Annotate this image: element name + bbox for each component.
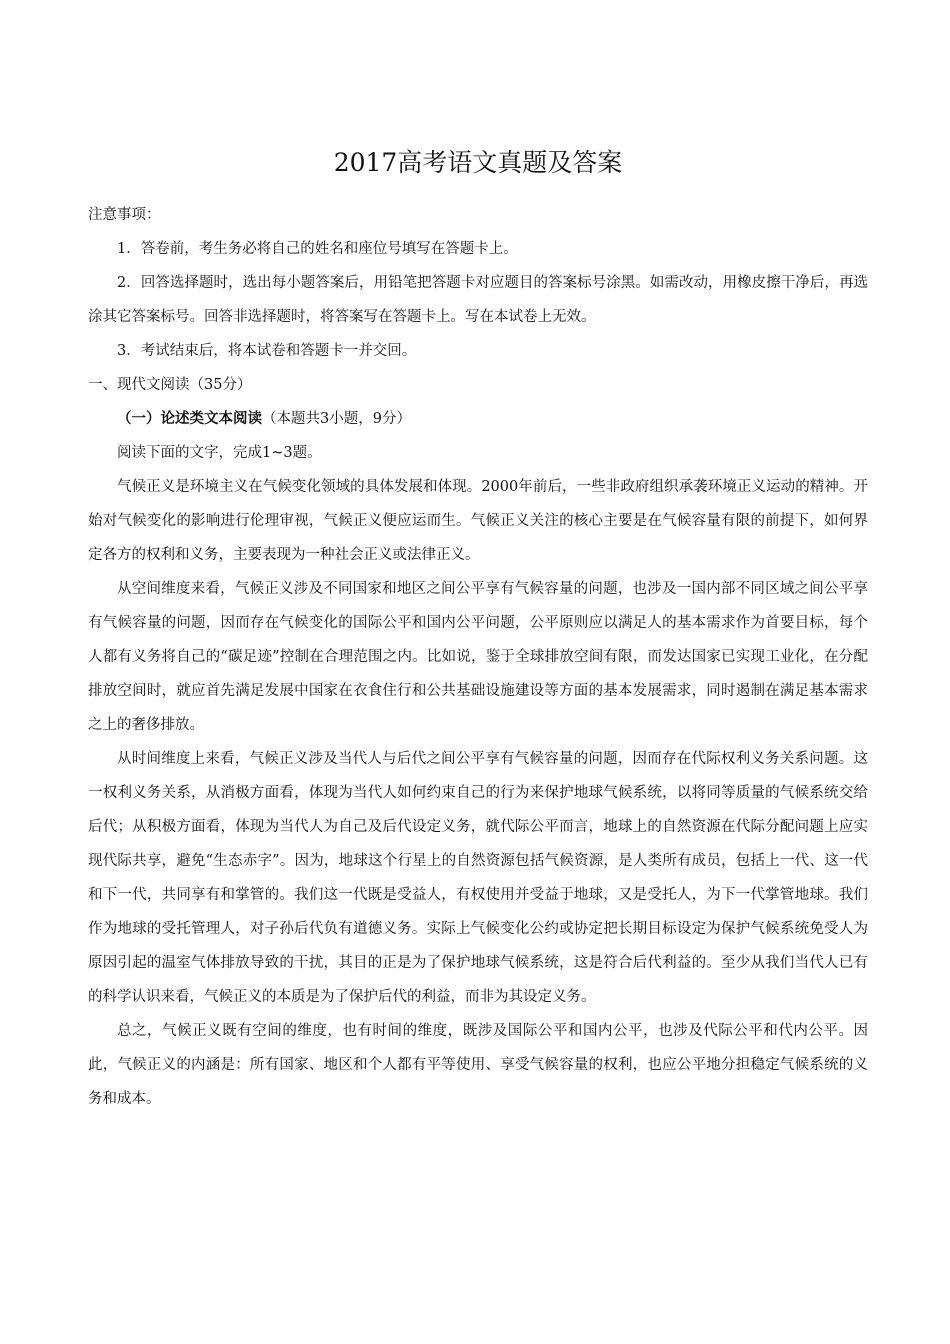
document-title: 2017高考语文真题及答案 bbox=[333, 148, 623, 177]
notice-item-2: 2．回答选择题时，选出每小题答案后，用铅笔把答题卡对应题目的答案标号涂黑。如需改动，用橡皮擦干净后，再选涂其它答案标号。回答非选择题时，将答案写在答题卡上。写在本试卷上无效。 bbox=[88, 275, 868, 325]
section-heading: 一、现代文阅读（35分） bbox=[88, 377, 252, 393]
subsection-heading bbox=[88, 402, 868, 436]
document-body bbox=[88, 198, 868, 1116]
subsection-label: （一）论述类文本阅读 bbox=[117, 410, 262, 427]
article-paragraph-3: 从时间维度上来看，气候正义涉及当代人与后代之间公平享有气候容量的问题，因而存在代际权利义务关系问题。这一权利义务关系，从消极方面看，体现为当代人如何约束自己的行为来保护地球气候系统，以将同等质量的气候系统交给后代；从积极方面看，体现为当代人为自己及后代设定义务，就代际公平而言，地球上的自然资源在代际分配问题上应实现代际共享，避免“生态赤字”。因为，地球这个行星上的自然资源包括气候资源，是人类所有成员，包括上一代、这一代和下一代，共同享有和掌管的。我们这一代既是受益人，有权使用并受益于地球，又是受托人，为下一代掌管地球。我们作为地球的受托管理人，对子孙后代负有道德义务。实际上气候变化公约或协定把长期目标设定为保护气候系统免受人为原因引起的温室气体排放导致的干扰，其目的正是为了保护地球气候系统，这是符合后代利益的。至少从我们当代人已有的科学认识来看，气候正义的本质是为了保护后代的利益，而非为其设定义务。 bbox=[88, 751, 868, 1005]
notice-item-1: 1．答卷前，考生务必将自己的姓名和座位号填写在答题卡上。 bbox=[117, 241, 518, 257]
notice-heading: 注意事项： bbox=[88, 207, 161, 223]
subsection-note: （本题共3小题，9分） bbox=[262, 411, 411, 427]
article-paragraph-4: 总之，气候正义既有空间的维度，也有时间的维度，既涉及国际公平和国内公平，也涉及代际公平和代内公平。因此，气候正义的内涵是：所有国家、地区和个人都有平等使用、享受气候容量的权利，也应公平地分担稳定气候系统的义务和成本。 bbox=[88, 1023, 868, 1107]
notice-item-3: 3．考试结束后，将本试卷和答题卡一并交回。 bbox=[117, 343, 417, 359]
article-paragraph-1: 气候正义是环境主义在气候变化领域的具体发展和体现。2000年前后，一些非政府组织承袭环境正义运动的精神。开始对气候变化的影响进行伦理审视，气候正义便应运而生。气候正义关注的核心主要是在气候容量有限的前提下，如何界定各方的权利和义务，主要表现为一种社会正义或法律正义。 bbox=[88, 479, 868, 563]
article-paragraph-2: 从空间维度来看，气候正义涉及不同国家和地区之间公平享有气候容量的问题，也涉及一国内部不同区域之间公平享有气候容量的问题，因而存在气候变化的国际公平和国内公平问题，公平原则应以满足人的基本需求作为首要目标，每个人都有义务将自己的“碳足迹”控制在合理范围之内。比如说，鉴于全球排放空间有限，而发达国家已实现工业化，在分配排放空间时，就应首先满足发展中国家在衣食住行和公共基础设施建设等方面的基本发展需求，同时遏制在满足基本需求之上的奢侈排放。 bbox=[88, 581, 868, 733]
reading-instruction: 阅读下面的文字，完成1~3题。 bbox=[117, 445, 322, 461]
